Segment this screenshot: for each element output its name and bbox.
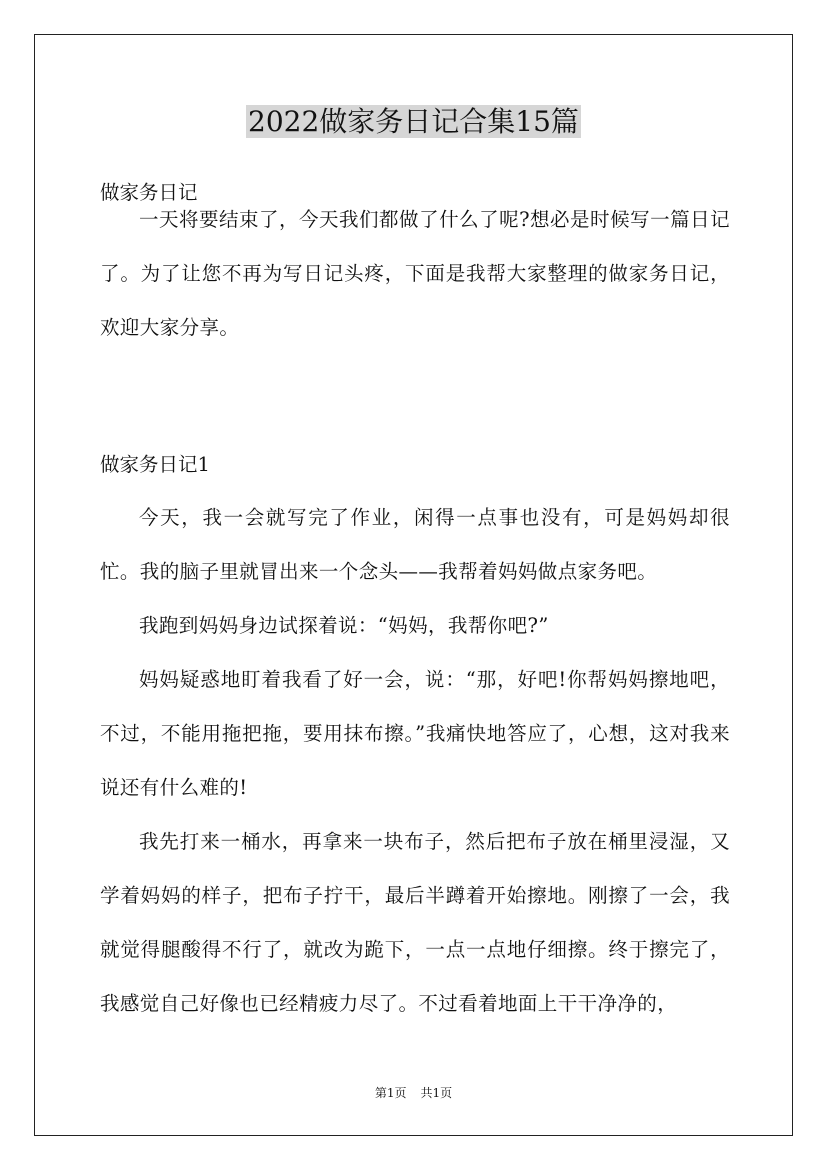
page-total: 共1页 [420, 1086, 453, 1100]
intro-paragraph: 一天将要结束了，今天我们都做了什么了呢?想必是时候写一篇日记了。为了让您不再为写日记头疼，下面是我帮大家整理的做家务日记，欢迎大家分享。 [100, 208, 730, 339]
page-footer [0, 1084, 827, 1102]
body-paragraph-4: 我先打来一桶水，再拿来一块布子，然后把布子放在桶里浸湿，又学着妈妈的样子，把布子拧干，最后半蹲着开始擦地。刚擦了一会，我就觉得腿酸得不行了，就改为跪下，一点一点地仔细擦。终于擦完了，我感觉自己好像也已经精疲力尽了。不过看着地面上干干净净的， [100, 830, 730, 1015]
body-paragraph-1: 今天，我一会就写完了作业，闲得一点事也没有，可是妈妈却很忙。我的脑子里就冒出来一个念头——我帮着妈妈做点家务吧。 [100, 506, 730, 583]
document-title [0, 101, 827, 143]
body-paragraph-2: 我跑到妈妈身边试探着说：“妈妈，我帮你吧?” [139, 614, 549, 637]
page-number: 第1页 [374, 1086, 407, 1100]
intro-heading: 做家务日记 [100, 181, 198, 204]
section-heading: 做家务日记1 [100, 453, 210, 476]
body-paragraph-3: 妈妈疑惑地盯着我看了好一会，说：“那，好吧!你帮妈妈擦地吧，不过，不能用拖把拖，要用抹布擦。”我痛快地答应了，心想，这对我来说还有什么难的! [100, 668, 730, 799]
document-title-text: 2022做家务日记合集15篇 [248, 105, 579, 138]
